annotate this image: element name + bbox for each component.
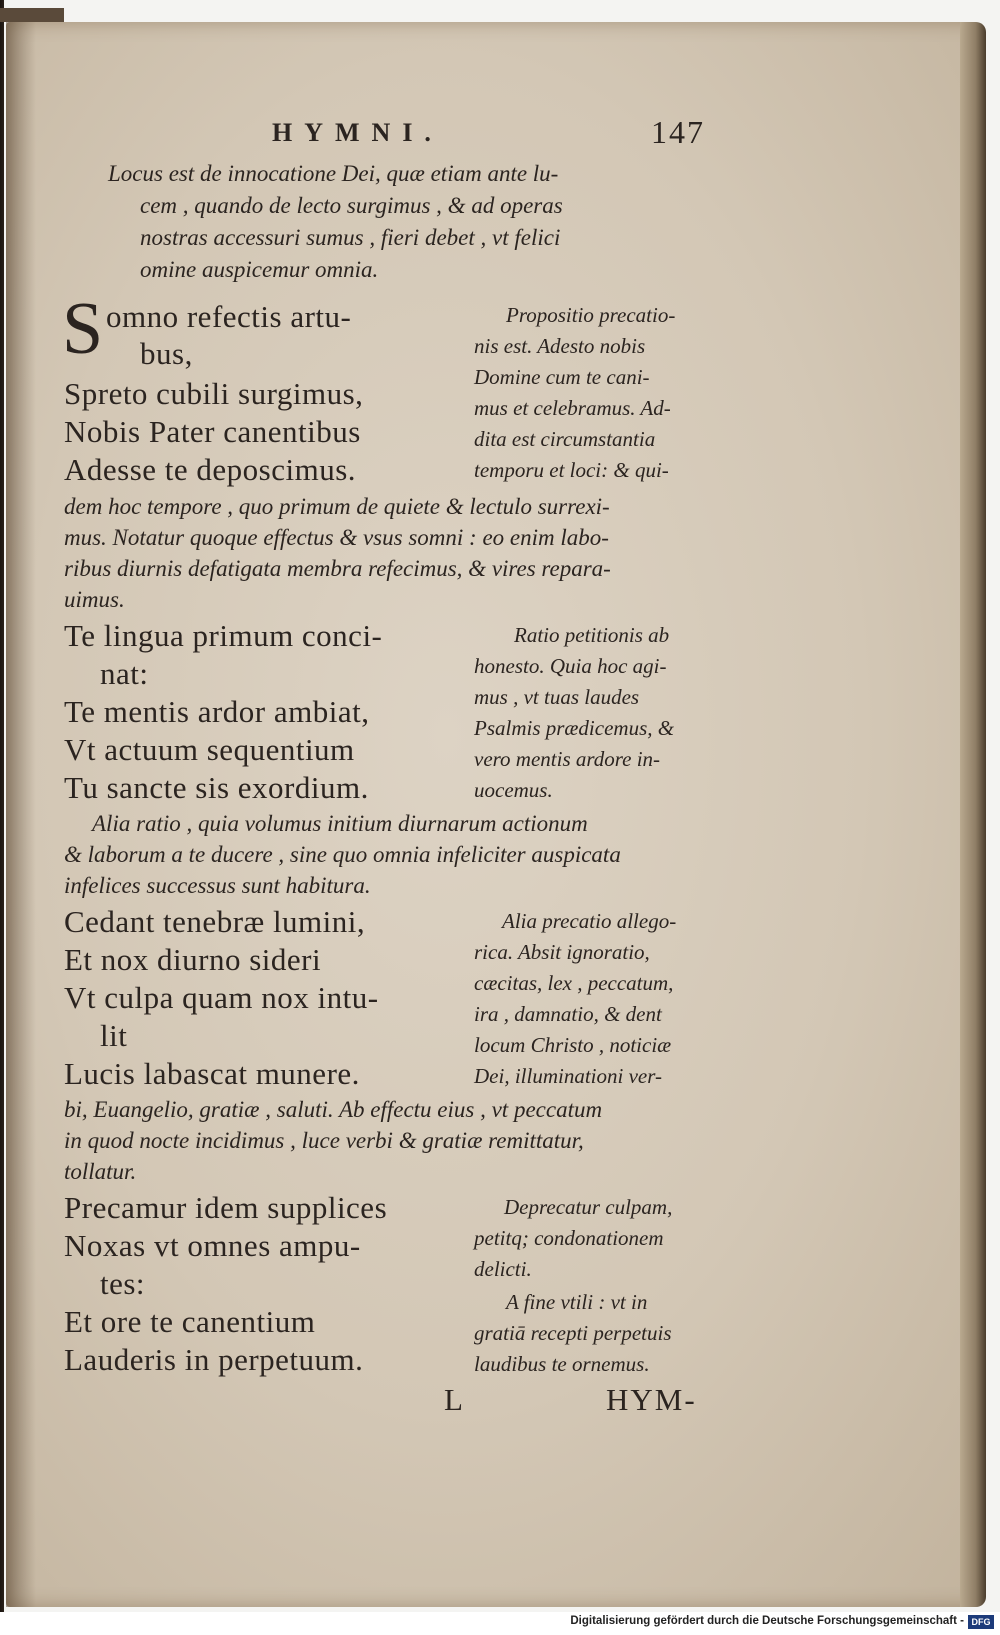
running-title: HYMNI. [272, 118, 443, 147]
verse-line: Vt culpa quam nox intu- [64, 980, 379, 1015]
gloss-line: Dei, illuminationi ver- [474, 1064, 662, 1088]
verse-line: Lauderis in perpetuum. [64, 1342, 364, 1377]
footer-bar [0, 1612, 1000, 1635]
gloss-line: honesto. Quia hoc agi- [474, 654, 667, 678]
commentary-line: mus. Notatur quoque effectus & vsus somni : eo enim labo- [64, 525, 609, 550]
gloss-line: delicti. [474, 1257, 532, 1281]
verse-line: Adesse te deposcimus. [64, 452, 357, 487]
verse-line: Lucis labascat munere. [64, 1056, 360, 1091]
verse-line: Spreto cubili surgimus, [64, 376, 364, 411]
commentary-line: infelices successus sunt habitura. [64, 873, 371, 898]
verse-line: Et nox diurno sideri [64, 942, 322, 977]
funding-credit: Digitalisierung gefördert durch die Deutsche Forschungsgemeinschaft - [570, 1615, 964, 1627]
intro-line: cem , quando de lecto surgimus , & ad operas [140, 193, 563, 218]
gloss-line: Domine cum te cani- [474, 365, 650, 389]
intro-line: omine auspicemur omnia. [140, 257, 379, 282]
gloss-line: dita est circumstantia [474, 427, 656, 451]
gloss-line: Psalmis prædicemus, & [474, 716, 675, 740]
intro-line: Locus est de innocatione Dei, quæ etiam ante lu- [108, 161, 559, 186]
gloss-line: Alia precatio allego- [502, 909, 677, 933]
gloss-line: mus et celebramus. Ad- [474, 396, 671, 420]
verse-line: lit [100, 1018, 128, 1053]
gloss-line: Ratio petitionis ab [514, 623, 670, 647]
verse-line: Nobis Pater canentibus [64, 414, 361, 449]
gloss-line: locum Christo , noticiæ [474, 1033, 672, 1057]
verse-line: Vt actuum sequentium [64, 732, 355, 767]
catchword: HYM- [606, 1382, 697, 1417]
commentary-line: tollatur. [64, 1159, 137, 1184]
gloss-line: ira , damnatio, & dent [474, 1002, 662, 1026]
commentary-line: in quod nocte incidimus , luce verbi & gratiæ remittatur, [64, 1128, 584, 1153]
gloss-line: vero mentis ardore in- [474, 747, 661, 771]
commentary-line: bi, Euangelio, gratiæ , saluti. Ab effectu eius , vt peccatum [64, 1097, 603, 1122]
verse-line: Precamur idem supplices [64, 1190, 388, 1225]
commentary-line: ribus diurnis defatigata membra refecimus, & vires repara- [64, 556, 611, 581]
commentary-line: Alia ratio , quia volumus initium diurnarum actionum [92, 811, 588, 836]
verse-line: Te lingua primum conci- [64, 618, 383, 653]
gloss-line: uocemus. [474, 778, 553, 802]
verse-line: tes: [100, 1266, 146, 1301]
verse-line: bus, [140, 336, 193, 371]
verse-line: omno refectis artu- [106, 299, 352, 334]
gutter-shadow [6, 22, 36, 1607]
gloss-line: gratiā recepti perpetuis [474, 1321, 672, 1345]
commentary-line: & laborum a te ducere , sine quo omnia infeliciter auspicata [64, 842, 621, 867]
verse-line: Et ore te canentium [64, 1304, 316, 1339]
signature-mark: L [444, 1382, 465, 1417]
drop-capital: S [62, 288, 104, 370]
verse-line: Cedant tenebræ lumini, [64, 904, 366, 939]
gloss-line: rica. Absit ignoratio, [474, 940, 650, 964]
dfg-logo: DFG [968, 1615, 994, 1629]
gloss-line: A fine vtili : vt in [506, 1290, 648, 1314]
verse-line: Tu sancte sis exordium. [64, 770, 369, 805]
gloss-line: Deprecatur culpam, [504, 1195, 673, 1219]
page-edge [960, 22, 986, 1607]
intro-line: nostras accessuri sumus , fieri debet , vt felici [140, 225, 561, 250]
binding-tab [0, 8, 64, 22]
gloss-line: petitq; condonationem [474, 1226, 664, 1250]
verse-line: Noxas vt omnes ampu- [64, 1228, 361, 1263]
gloss-line: Propositio precatio- [506, 303, 676, 327]
gloss-line: cæcitas, lex , peccatum, [474, 971, 674, 995]
gloss-line: mus , vt tuas laudes [474, 685, 640, 709]
verse-line: Te mentis ardor ambiat, [64, 694, 370, 729]
gloss-line: laudibus te ornemus. [474, 1352, 650, 1376]
page-number: 147 [651, 114, 705, 150]
commentary-line: dem hoc tempore , quo primum de quiete & lectulo surrexi- [64, 494, 610, 519]
gloss-line: nis est. Adesto nobis [474, 334, 646, 358]
commentary-line: uimus. [64, 587, 125, 612]
verse-line: nat: [100, 656, 149, 691]
gloss-line: temporu et loci: & qui- [474, 458, 669, 482]
